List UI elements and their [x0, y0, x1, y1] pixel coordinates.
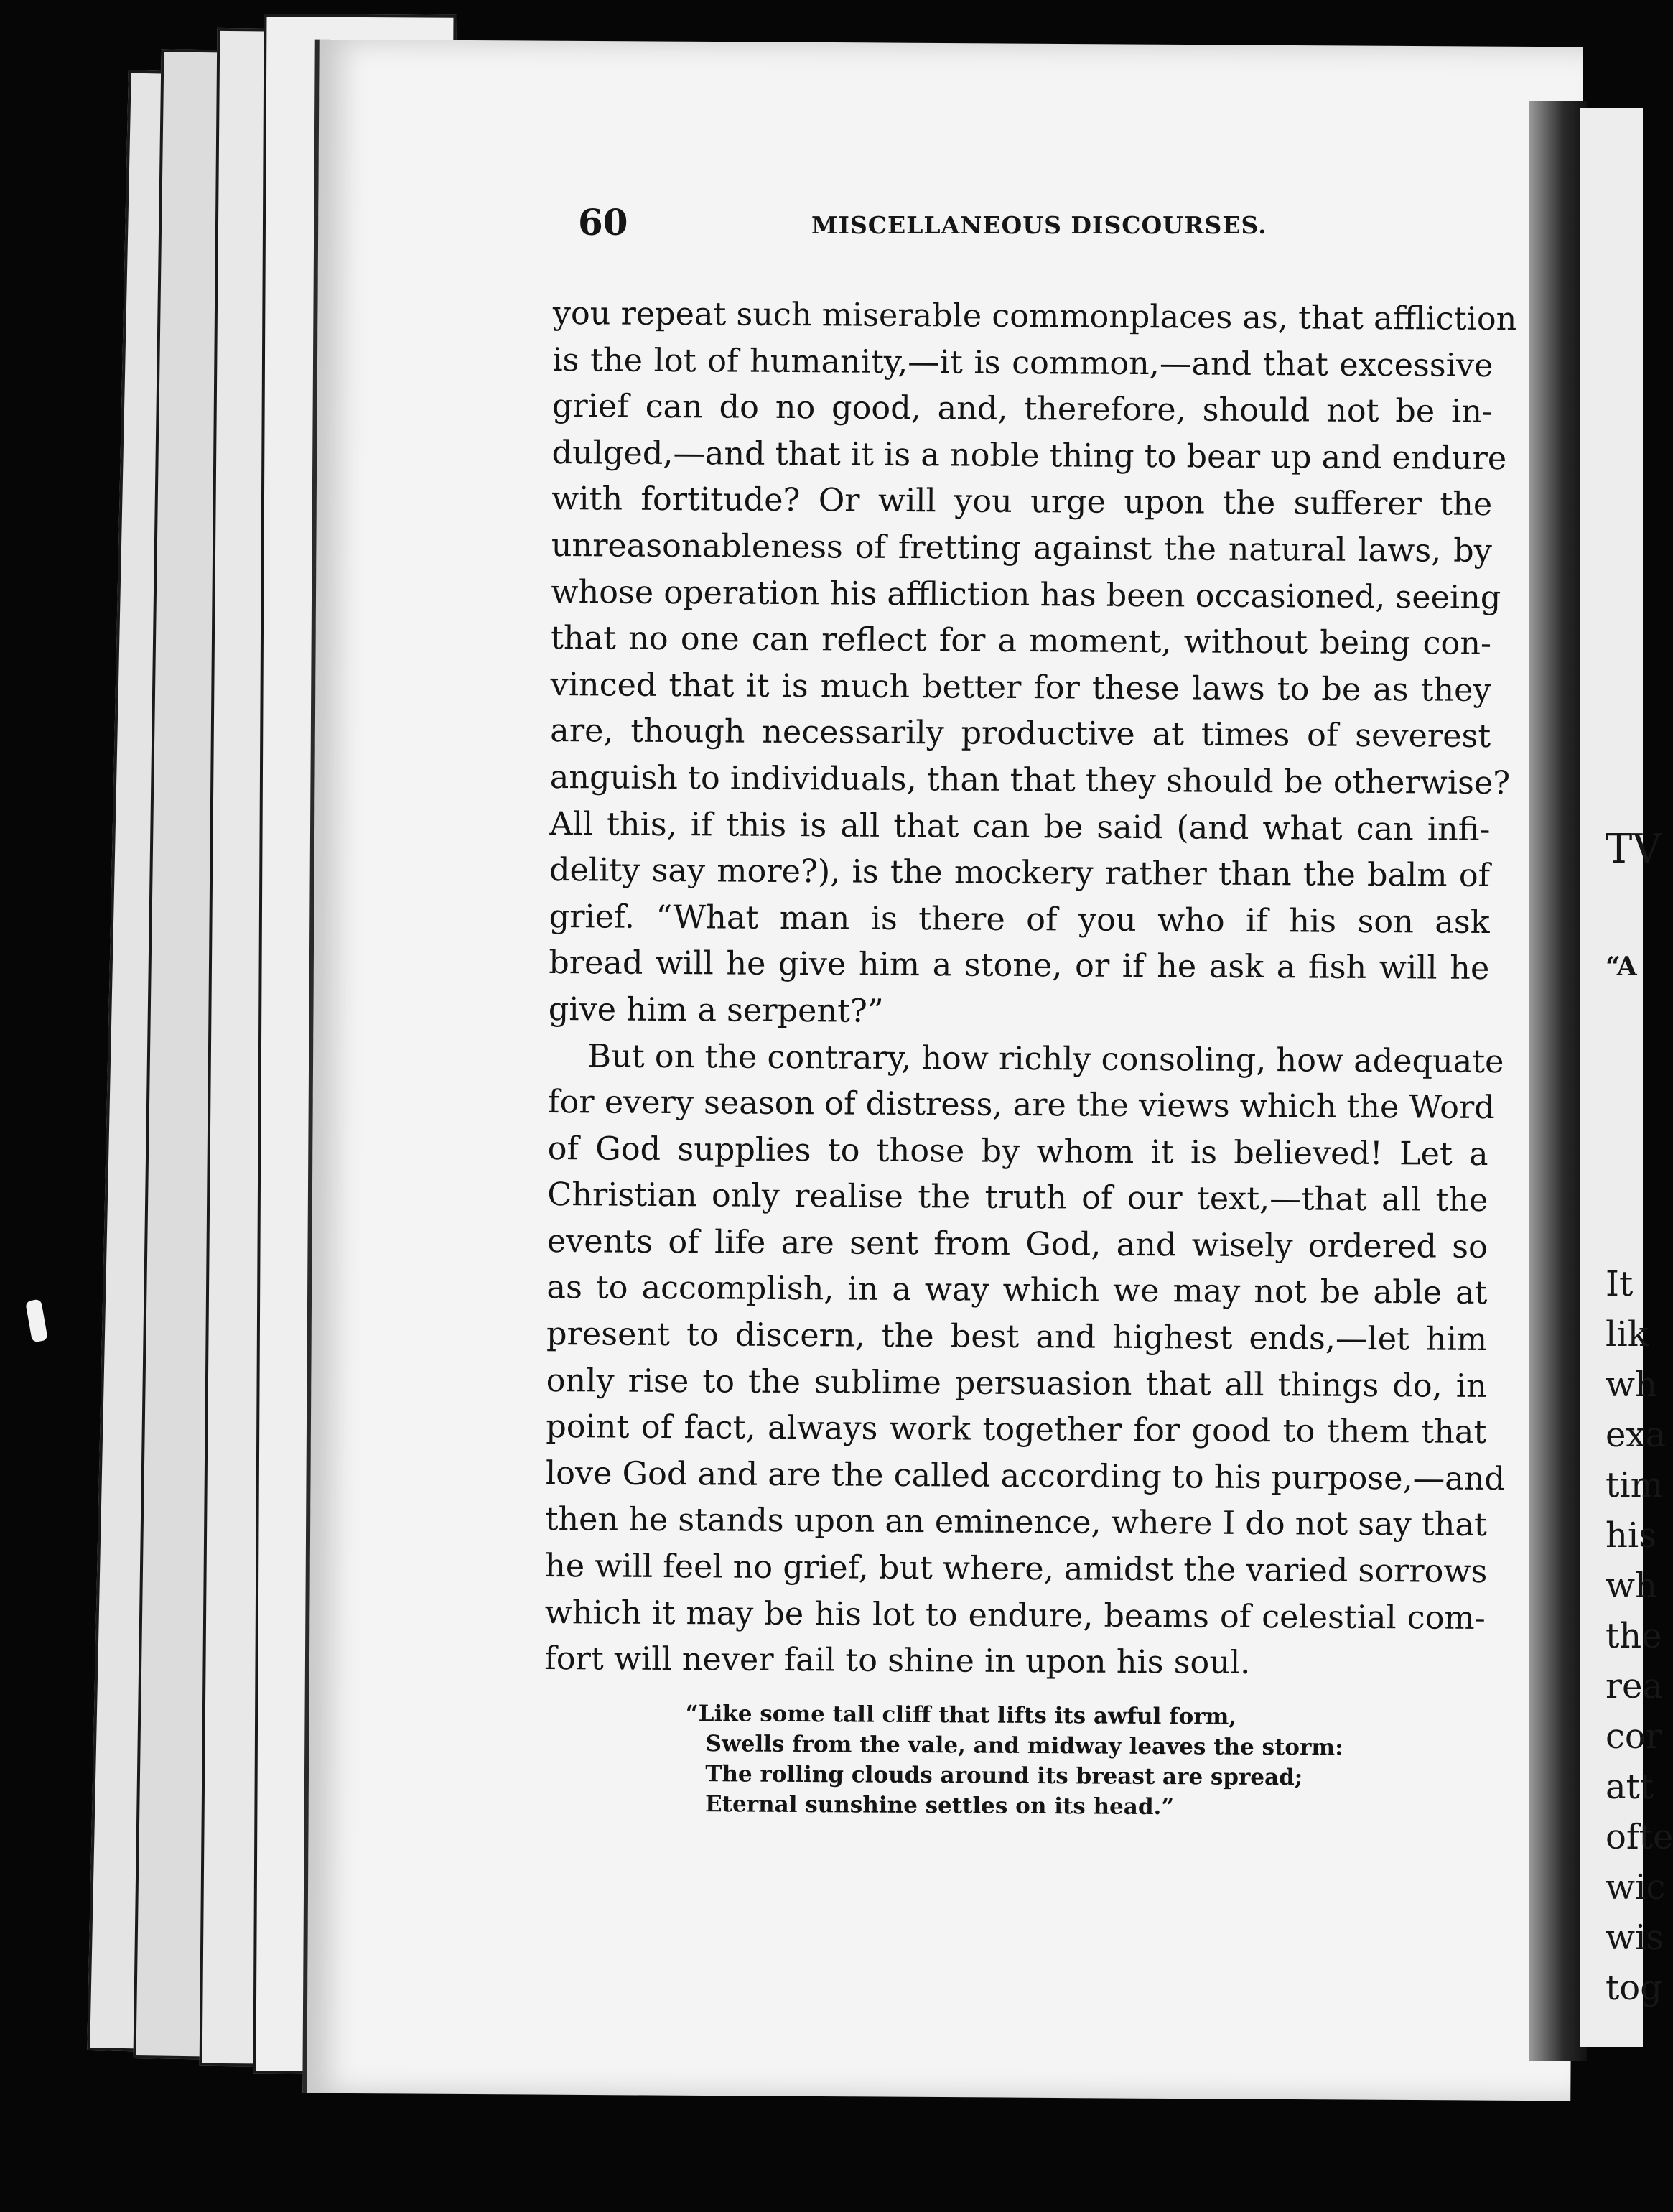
text-line: which it may be his lot to endure, beams of celestial com-: [544, 1594, 1486, 1637]
facing-page-fragment: ofte: [1606, 1817, 1673, 1857]
facing-page-fragment: tim: [1606, 1465, 1664, 1505]
text-line: Christian only realise the truth of our text,—that all the: [547, 1176, 1488, 1219]
verse-line: Swells from the vale, and midway leaves the storm:: [705, 1731, 1343, 1761]
text-line: that no one can reflect for a moment, without being con-: [550, 620, 1492, 663]
text-line: he will feel no grief, but where, amidst the varied sorrows: [544, 1547, 1488, 1591]
running-head: MISCELLANEOUS DISCOURSES.: [811, 211, 1267, 239]
text-line: anguish to individuals, than that they should be otherwise?: [549, 758, 1511, 802]
facing-page-fragment: “A: [1606, 952, 1637, 982]
text-line: fort will never fail to shine in upon his soul.: [544, 1640, 1251, 1682]
body-text: [544, 291, 1517, 1688]
page-header: [578, 201, 1296, 251]
facing-page-fragment: exa: [1606, 1415, 1667, 1455]
facing-page: [1580, 108, 1673, 2047]
text-line: grief. “What man is there of you who if his son ask: [549, 898, 1490, 941]
text-line: of God supplies to those by whom it is believed! Let a: [547, 1130, 1488, 1173]
text-line: unreasonableness of fretting against the natural laws, by: [551, 526, 1492, 570]
text-line: point of fact, always work together for good to them that: [546, 1408, 1487, 1451]
facing-page-fragment: wis: [1606, 1918, 1664, 1958]
text-line: vinced that it is much better for these laws to be as they: [550, 666, 1491, 709]
text-line: delity say more?), is the mockery rather than the balm of: [549, 852, 1491, 895]
paragraph-first-line: But on the contrary, how richly consoling, how adequate: [587, 1037, 1504, 1080]
text-line: you repeat such miserable commonplaces as, that affliction: [552, 294, 1517, 338]
verse-line: “Like some tall cliff that lifts its awful form,: [685, 1701, 1237, 1730]
facing-page-fragment: TV: [1606, 826, 1662, 873]
text-line: present to discern, the best and highest ends,—let him: [546, 1316, 1488, 1359]
film-edge-mark: [25, 1299, 48, 1343]
text-line: then he stands upon an eminence, where I do not say that: [545, 1501, 1488, 1544]
facing-page-fragment: att: [1606, 1767, 1654, 1807]
facing-page-fragment: cor: [1606, 1716, 1662, 1757]
text-line: are, though necessarily productive at times of severest: [550, 712, 1491, 756]
facing-page-fragment: wh: [1606, 1365, 1657, 1405]
text-line: events of life are sent from God, and wisely ordered so: [546, 1222, 1488, 1265]
verse-quotation: [685, 1698, 1343, 1823]
facing-page-fragment: tog: [1606, 1968, 1662, 2008]
text-line: is the lot of humanity,—it is common,—and that excessive: [552, 341, 1493, 384]
facing-page-fragment: wic: [1606, 1867, 1666, 1907]
facing-page-fragment: his: [1606, 1515, 1656, 1556]
facing-page-fragment: lik: [1606, 1314, 1649, 1354]
page-number: 60: [578, 201, 628, 243]
facing-page-fragment: rea: [1606, 1666, 1663, 1706]
text-line: All this, if this is all that can be said (and what can infi-: [549, 805, 1491, 848]
text-line: give him a serpent?”: [548, 990, 884, 1030]
facing-page-fragment: wh: [1606, 1566, 1657, 1606]
text-line: bread will he give him a stone, or if he ask a fish will he: [549, 944, 1490, 988]
text-line: with fortitude? Or will you urge upon the sufferer the: [551, 480, 1493, 524]
text-line: only rise to the sublime persuasion that all things do, in: [546, 1362, 1487, 1405]
facing-page-fragment: It: [1606, 1264, 1634, 1304]
facing-page-fragment: the: [1606, 1616, 1662, 1656]
text-line: whose operation his affliction has been occasioned, seeing: [551, 573, 1501, 616]
verse-line: The rolling clouds around its breast are spread;: [705, 1761, 1303, 1791]
text-line: grief can do no good, and, therefore, should not be in-: [551, 388, 1493, 431]
text-line: love God and are the called according to his purpose,—and: [545, 1454, 1506, 1497]
text-line: for every season of distress, are the views which the Word: [547, 1084, 1495, 1127]
verse-line: Eternal sunshine settles on its head.”: [704, 1791, 1175, 1821]
book-gutter: [1529, 101, 1587, 2061]
text-line: as to accomplish, in a way which we may not be able at: [546, 1269, 1488, 1312]
text-line: dulged,—and that it is a noble thing to bear up and endure: [551, 434, 1507, 477]
